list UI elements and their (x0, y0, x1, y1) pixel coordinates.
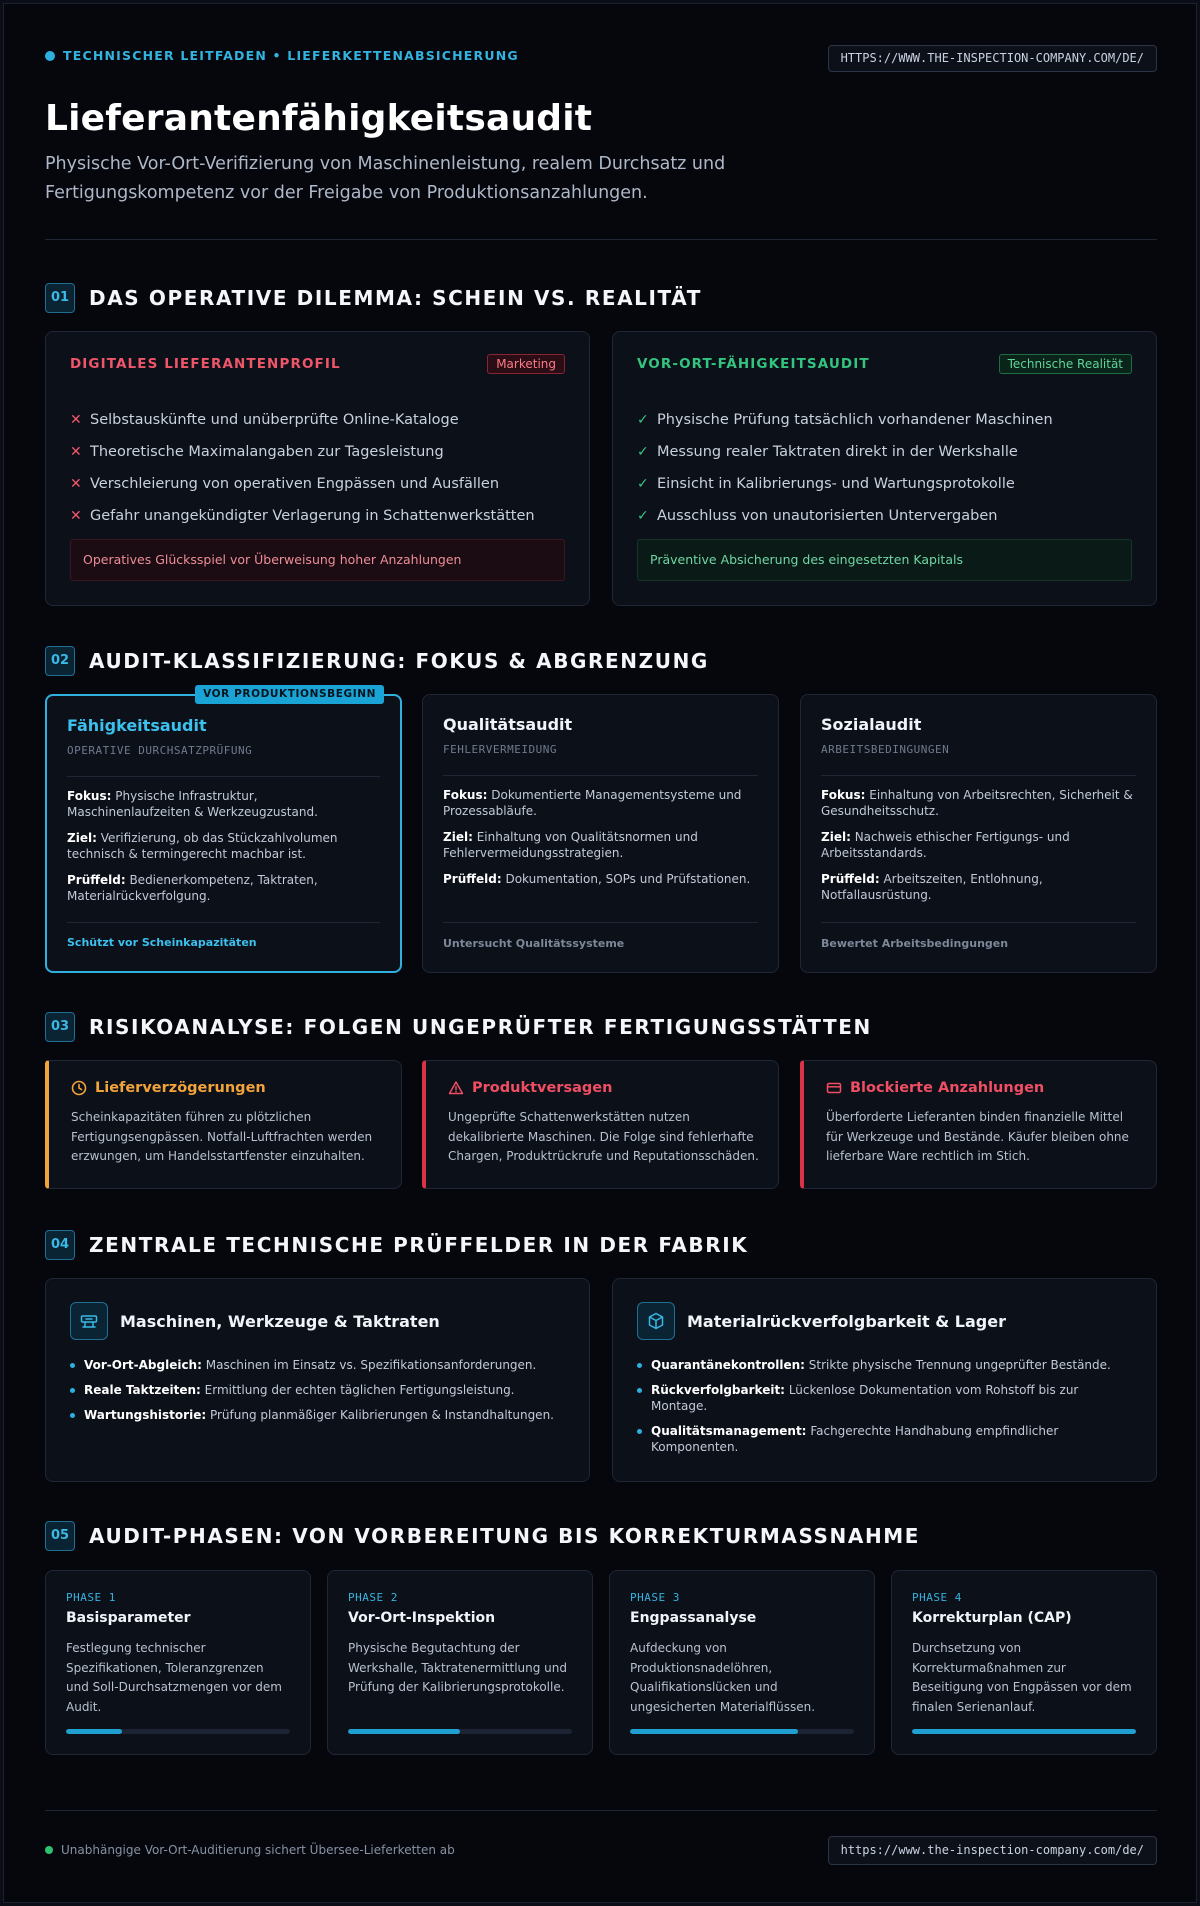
eyebrow (45, 48, 519, 63)
audit-footer: Schützt vor Scheinkapazitäten (67, 936, 257, 949)
phase-card-3 (609, 1570, 875, 1755)
digital-profile-card (45, 331, 590, 606)
section-heading-05 (45, 1521, 920, 1551)
audit-details: Fokus: Physische Infrastruktur, Maschinenlaufzeiten & Werkzeugzustand. Ziel: Verifizierung, ob das Stückzahlvolumen technisch & termingerecht machbar ist. Prüffeld: Bedienerkompetenz, Taktraten, Materialrückverfolgung. (67, 789, 338, 903)
focus-area-title: Maschinen, Werkzeuge & Taktraten (120, 1312, 440, 1331)
clock-icon (71, 1080, 87, 1096)
phase-number: PHASE 1 (66, 1591, 116, 1604)
phase-progress-fill (912, 1729, 1136, 1734)
box-icon (637, 1302, 675, 1340)
list-item: Vor-Ort-Abgleich: Maschinen im Einsatz vs. Spezifikationsanforderungen. (70, 1357, 565, 1373)
list-item: ✕ Theoretische Maximalangaben zur Tagesleistung (70, 444, 444, 460)
warning-triangle-icon (448, 1080, 464, 1096)
machine-icon (70, 1302, 108, 1340)
list-item: ✓ Ausschluss von unautorisierten Untervergaben (637, 508, 998, 524)
check-icon: ✓ (637, 412, 649, 428)
onsite-benefit-list (637, 404, 1053, 532)
divider (821, 775, 1136, 776)
list-item: ✕ Selbstauskünfte und unüberprüfte Online-Kataloge (70, 412, 459, 428)
phase-card-1 (45, 1570, 311, 1755)
phase-title: Korrekturplan (CAP) (912, 1610, 1072, 1626)
section-title: AUDIT-KLASSIFIZIERUNG: FOKUS & ABGRENZUNG (89, 649, 709, 673)
page-title: Lieferantenfähigkeitsaudit (45, 98, 593, 139)
cross-icon: ✕ (70, 476, 82, 492)
divider (67, 922, 380, 923)
divider (443, 775, 758, 776)
phase-progress-fill (630, 1729, 798, 1734)
risk-title: Blockierte Anzahlungen (826, 1080, 1044, 1096)
page-subtitle: Physische Vor-Ort-Verifizierung von Maschinenleistung, realem Durchsatz und Fertigungskompetenz vor der Freigabe von Produktionsanzahlungen. (45, 154, 726, 203)
divider (67, 776, 380, 777)
focus-area-machines (45, 1278, 590, 1482)
list-item: ✓ Messung realer Taktraten direkt in der Werkshalle (637, 444, 1018, 460)
quality-audit-card (422, 694, 779, 973)
audit-title: Sozialaudit (821, 715, 922, 734)
section-number: 03 (45, 1012, 75, 1042)
audit-subtitle: FEHLERVERMEIDUNG (443, 743, 557, 756)
phase-number: PHASE 3 (630, 1591, 680, 1604)
list-item: Quarantänekontrollen: Strikte physische Trennung ungeprüfter Bestände. (637, 1357, 1132, 1373)
divider (45, 1810, 1157, 1811)
card-label: DIGITALES LIEFERANTENPROFIL (70, 356, 341, 372)
section-number: 02 (45, 646, 75, 676)
section-heading-04 (45, 1230, 748, 1260)
phase-number: PHASE 2 (348, 1591, 398, 1604)
eyebrow-text: TECHNISCHER LEITFADEN • LIEFERKETTENABSICHERUNG (63, 48, 519, 63)
phase-progress-bar (66, 1729, 290, 1734)
risk-description: Scheinkapazitäten führen zu plötzlichen Fertigungsengpässen. Notfall-Luftfrachten werden erzwungen, um Handelsstartfenster einzuhalten. (71, 1110, 373, 1163)
list-item: Rückverfolgbarkeit: Lückenlose Dokumentation vom Rohstoff bis zur Montage. (637, 1382, 1132, 1414)
divider (821, 922, 1136, 923)
list-item: Qualitätsmanagement: Fachgerechte Handhabung empfindlicher Komponenten. (637, 1423, 1132, 1455)
phase-description: Physische Begutachtung der Werkshalle, Taktratenermittlung und Prüfung der Kalibrierungsprotokolle. (348, 1641, 567, 1694)
audit-details: Fokus: Einhaltung von Arbeitsrechten, Sicherheit & Gesundheitsschutz. Ziel: Nachweis ethischer Fertigungs- und Arbeitsstandards. Prüffeld: Arbeitszeiten, Entlohnung, Notfallausrüstung. (821, 788, 1133, 902)
digital-issue-list (70, 404, 535, 532)
risk-description: Ungeprüfte Schattenwerkstätten nutzen dekalibrierte Maschinen. Die Folge sind fehlerhafte Chargen, Produktrückrufe und Reputationsschäden. (448, 1110, 759, 1163)
phase-number: PHASE 4 (912, 1591, 962, 1604)
section-title: ZENTRALE TECHNISCHE PRÜFFELDER IN DER FABRIK (89, 1233, 749, 1257)
divider (443, 922, 758, 923)
phase-title: Engpassanalyse (630, 1610, 757, 1626)
page (3, 3, 1197, 1903)
audit-details: Fokus: Dokumentierte Managementsysteme und Prozessabläufe. Ziel: Einhaltung von Qualitätsnormen und Fehlervermeidungsstrategien. Prüffeld: Dokumentation, SOPs und Prüfstationen. (443, 788, 751, 886)
section-title: AUDIT-PHASEN: VON VORBEREITUNG BIS KORREKTURMASSNAHME (89, 1524, 921, 1548)
risk-title: Produktversagen (448, 1080, 612, 1096)
risk-note: Operatives Glücksspiel vor Überweisung hoher Anzahlungen (70, 539, 565, 581)
phase-progress-bar (912, 1729, 1136, 1734)
section-heading-01 (45, 283, 702, 313)
status-dot (45, 1846, 53, 1854)
credit-card-icon (826, 1080, 842, 1096)
section-number: 01 (45, 283, 75, 313)
phase-title: Basisparameter (66, 1610, 191, 1626)
status-dot (45, 51, 55, 61)
check-icon: ✓ (637, 444, 649, 460)
social-audit-card (800, 694, 1157, 973)
focus-area-list (637, 1357, 1132, 1464)
phase-progress-fill (66, 1729, 122, 1734)
list-item: ✕ Gefahr unangekündigter Verlagerung in Schattenwerkstätten (70, 508, 535, 524)
list-item: Wartungshistorie: Prüfung planmäßiger Kalibrierungen & Instandhaltungen. (70, 1407, 565, 1423)
section-heading-02 (45, 646, 709, 676)
risk-card-blocked-deposits (800, 1060, 1157, 1189)
list-item: ✕ Verschleierung von operativen Engpässen und Ausfällen (70, 476, 500, 492)
onsite-audit-card (612, 331, 1157, 606)
list-item: ✓ Einsicht in Kalibrierungs- und Wartungsprotokolle (637, 476, 1015, 492)
pre-production-badge: VOR PRODUKTIONSBEGINN (195, 685, 384, 704)
phase-card-2 (327, 1570, 593, 1755)
audit-subtitle: OPERATIVE DURCHSATZPRÜFUNG (67, 744, 253, 757)
check-icon: ✓ (637, 476, 649, 492)
cross-icon: ✕ (70, 444, 82, 460)
risk-card-delays (45, 1060, 402, 1189)
reality-tag: Technische Realität (999, 354, 1132, 374)
risk-card-failure (422, 1060, 779, 1189)
divider (45, 239, 1157, 240)
footer-statement: Unabhängige Vor-Ort-Auditierung sichert Übersee-Lieferketten ab (45, 1843, 455, 1857)
footer-url-link[interactable]: https://www.the-inspection-company.com/de/ (828, 1836, 1157, 1865)
list-item: Reale Taktzeiten: Ermittlung der echten täglichen Fertigungsleistung. (70, 1382, 565, 1398)
focus-area-materials (612, 1278, 1157, 1482)
section-number: 05 (45, 1521, 75, 1551)
audit-footer: Untersucht Qualitätssysteme (443, 937, 625, 950)
focus-area-list (70, 1357, 565, 1432)
phase-card-4 (891, 1570, 1157, 1755)
focus-area-title: Materialrückverfolgbarkeit & Lager (687, 1312, 1006, 1331)
check-icon: ✓ (637, 508, 649, 524)
cross-icon: ✕ (70, 508, 82, 524)
phase-progress-bar (630, 1729, 854, 1734)
phase-progress-fill (348, 1729, 460, 1734)
audit-title: Fähigkeitsaudit (67, 716, 207, 735)
section-heading-03 (45, 1012, 872, 1042)
section-title: RISIKOANALYSE: FOLGEN UNGEPRÜFTER FERTIGUNGSSTÄTTEN (89, 1015, 872, 1039)
audit-footer: Bewertet Arbeitsbedingungen (821, 937, 1009, 950)
section-number: 04 (45, 1230, 75, 1260)
audit-subtitle: ARBEITSBEDINGUNGEN (821, 743, 950, 756)
section-title: DAS OPERATIVE DILEMMA: SCHEIN VS. REALITÄT (89, 286, 703, 310)
header-url-link[interactable]: HTTPS://WWW.THE-INSPECTION-COMPANY.COM/DE/ (828, 45, 1157, 72)
risk-description: Überforderte Lieferanten binden finanzielle Mittel für Werkzeuge und Bestände. Käufer bleiben ohne lieferbare Ware rechtlich im Stich. (826, 1110, 1129, 1163)
benefit-note: Präventive Absicherung des eingesetzten Kapitals (637, 539, 1132, 581)
cross-icon: ✕ (70, 412, 82, 428)
phase-description: Durchsetzung von Korrekturmaßnahmen zur Beseitigung von Engpässen vor dem finalen Serienanlauf. (912, 1641, 1132, 1714)
list-item: ✓ Physische Prüfung tatsächlich vorhandener Maschinen (637, 412, 1053, 428)
card-label: VOR-ORT-FÄHIGKEITSAUDIT (637, 356, 870, 372)
phase-title: Vor-Ort-Inspektion (348, 1610, 496, 1626)
phase-description: Aufdeckung von Produktionsnadelöhren, Qualifikationslücken und ungesicherten Materialflüssen. (630, 1641, 816, 1714)
marketing-tag: Marketing (487, 354, 565, 374)
phase-description: Festlegung technischer Spezifikationen, Toleranzgrenzen und Soll-Durchsatzmengen vor dem Audit. (66, 1641, 282, 1714)
risk-title: Lieferverzögerungen (71, 1080, 266, 1096)
phase-progress-bar (348, 1729, 572, 1734)
capability-audit-card (45, 688, 402, 973)
audit-title: Qualitätsaudit (443, 715, 573, 734)
